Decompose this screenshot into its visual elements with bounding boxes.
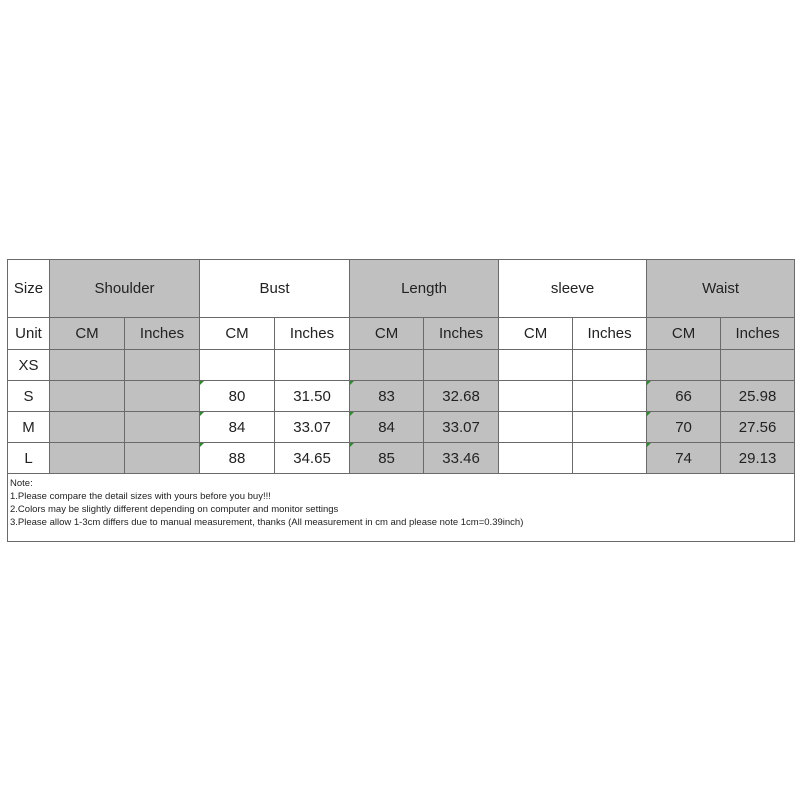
sleeve-cm-cell: [499, 412, 573, 443]
header-length: Length: [350, 260, 499, 318]
waist-cm-cell: 74: [647, 443, 721, 474]
table-row: [8, 443, 795, 474]
sleeve-inches-cell: [573, 350, 647, 381]
shoulder-inches-cell: [125, 381, 200, 412]
unit-bust-cm: CM: [200, 318, 275, 350]
bust-inches-cell: 33.07: [275, 412, 350, 443]
bust-inches-cell: 31.50: [275, 381, 350, 412]
sleeve-inches-cell: [573, 381, 647, 412]
shoulder-cm-cell: [50, 412, 125, 443]
unit-bust-inches: Inches: [275, 318, 350, 350]
length-inches-cell: 32.68: [424, 381, 499, 412]
shoulder-cm-cell: [50, 443, 125, 474]
sleeve-cm-cell: [499, 381, 573, 412]
header-row: [8, 260, 795, 318]
sleeve-cm-cell: [499, 350, 573, 381]
bust-inches-cell: 34.65: [275, 443, 350, 474]
size-cell: L: [8, 443, 50, 474]
header-size: Size: [8, 260, 50, 318]
bust-cm-cell: 80: [200, 381, 275, 412]
shoulder-cm-cell: [50, 381, 125, 412]
unit-length-inches: Inches: [424, 318, 499, 350]
length-inches-cell: 33.07: [424, 412, 499, 443]
length-inches-cell: 33.46: [424, 443, 499, 474]
shoulder-inches-cell: [125, 412, 200, 443]
waist-cm-cell: 70: [647, 412, 721, 443]
bust-inches-cell: [275, 350, 350, 381]
header-bust: Bust: [200, 260, 350, 318]
size-cell: M: [8, 412, 50, 443]
bust-cm-cell: 88: [200, 443, 275, 474]
unit-row: [8, 318, 795, 350]
length-inches-cell: [424, 350, 499, 381]
sleeve-inches-cell: [573, 412, 647, 443]
waist-inches-cell: 29.13: [721, 443, 795, 474]
waist-inches-cell: 27.56: [721, 412, 795, 443]
waist-inches-cell: [721, 350, 795, 381]
length-cm-cell: [350, 350, 424, 381]
unit-sleeve-inches: Inches: [573, 318, 647, 350]
header-waist: Waist: [647, 260, 795, 318]
unit-shoulder-inches: Inches: [125, 318, 200, 350]
notes-cell: [8, 474, 795, 542]
unit-length-cm: CM: [350, 318, 424, 350]
unit-shoulder-cm: CM: [50, 318, 125, 350]
bust-cm-cell: [200, 350, 275, 381]
size-chart-table: [7, 259, 795, 542]
shoulder-cm-cell: [50, 350, 125, 381]
size-cell: XS: [8, 350, 50, 381]
shoulder-inches-cell: [125, 350, 200, 381]
waist-inches-cell: 25.98: [721, 381, 795, 412]
sleeve-cm-cell: [499, 443, 573, 474]
length-cm-cell: 83: [350, 381, 424, 412]
note-line-3: 3.Please allow 1-3cm differs due to manual measurement, thanks (All measurement in cm and please note 1cm=0.39inch): [10, 517, 524, 528]
length-cm-cell: 84: [350, 412, 424, 443]
notes-row: [8, 474, 795, 542]
table-row: [8, 381, 795, 412]
header-shoulder: Shoulder: [50, 260, 200, 318]
size-cell: S: [8, 381, 50, 412]
header-sleeve: sleeve: [499, 260, 647, 318]
note-line-1: 1.Please compare the detail sizes with yours before you buy!!!: [10, 491, 271, 502]
unit-label: Unit: [8, 318, 50, 350]
unit-waist-cm: CM: [647, 318, 721, 350]
notes-title: Note:: [10, 478, 33, 489]
unit-waist-inches: Inches: [721, 318, 795, 350]
unit-sleeve-cm: CM: [499, 318, 573, 350]
waist-cm-cell: [647, 350, 721, 381]
shoulder-inches-cell: [125, 443, 200, 474]
note-line-2: 2.Colors may be slightly different depending on computer and monitor settings: [10, 504, 339, 515]
bust-cm-cell: 84: [200, 412, 275, 443]
waist-cm-cell: 66: [647, 381, 721, 412]
table-row: [8, 412, 795, 443]
size-chart-sheet: [7, 259, 794, 542]
sleeve-inches-cell: [573, 443, 647, 474]
length-cm-cell: 85: [350, 443, 424, 474]
table-row: [8, 350, 795, 381]
